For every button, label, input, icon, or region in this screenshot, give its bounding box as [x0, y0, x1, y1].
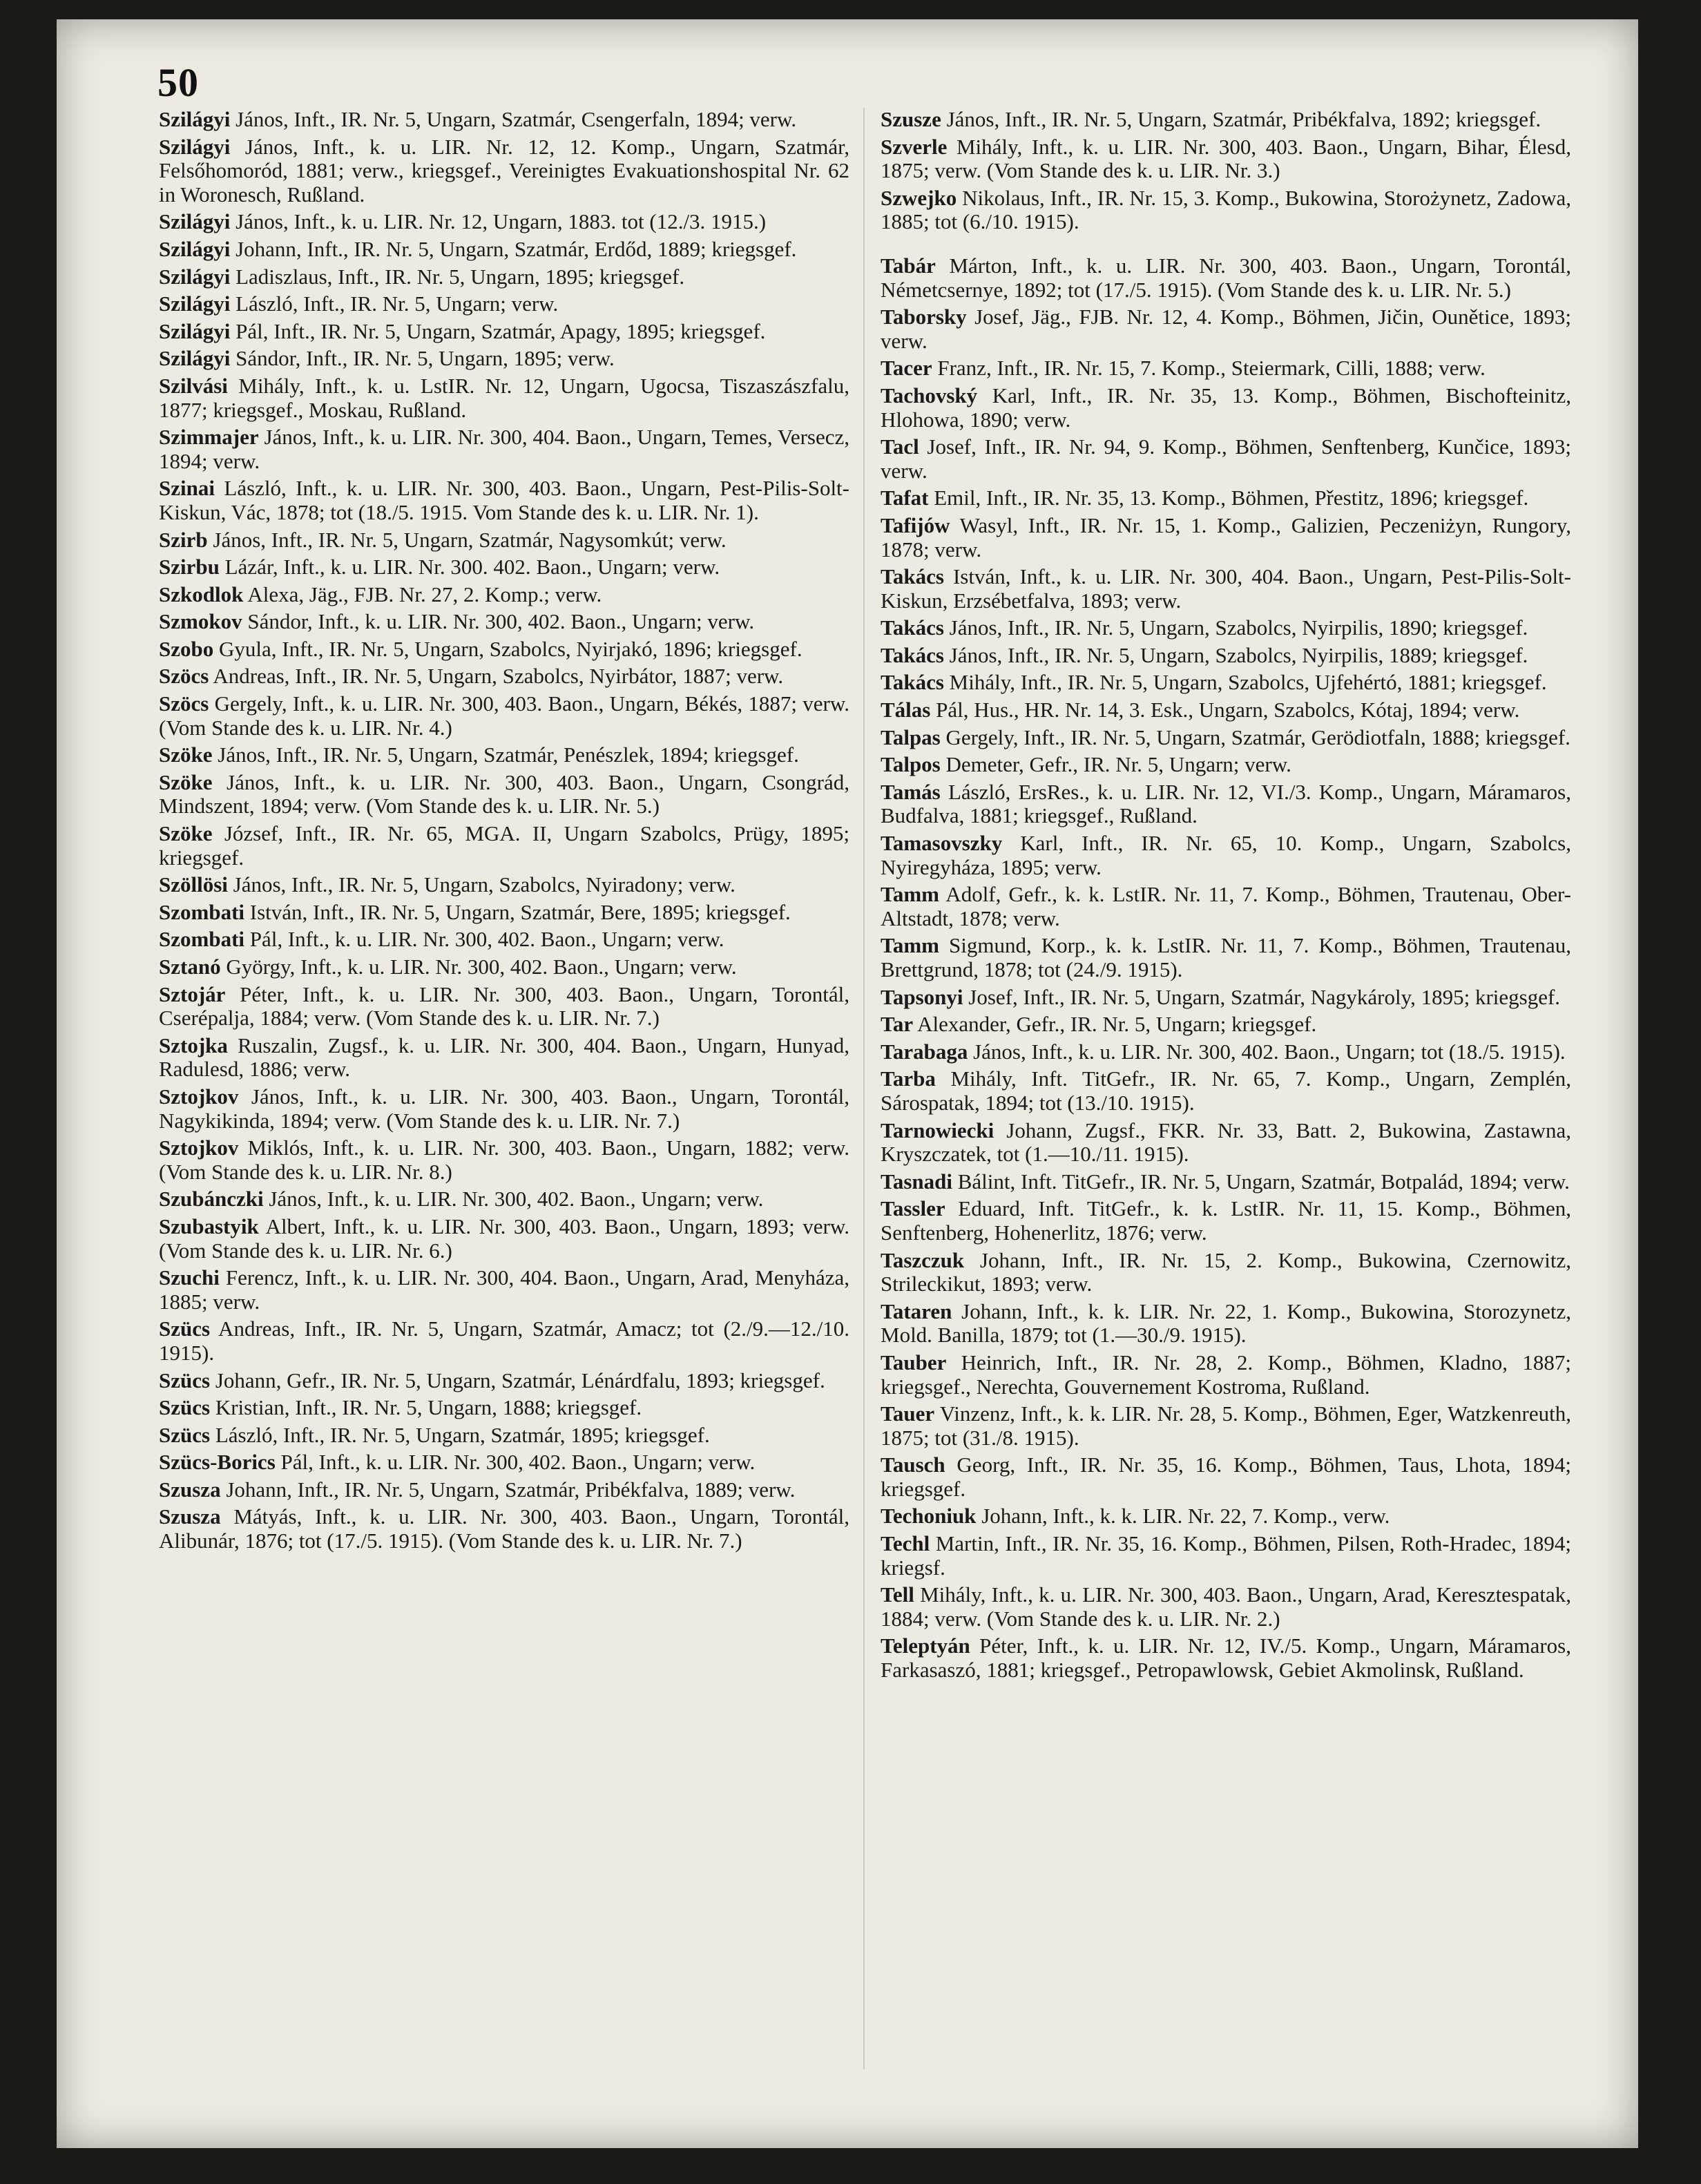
entry-surname: Szuchi	[159, 1265, 220, 1290]
entry-details: Alexander, Gefr., IR. Nr. 5, Ungarn; kriegsgef.	[913, 1012, 1317, 1037]
entry-surname: Tafijów	[881, 513, 950, 537]
entry-details: Sándor, Inft., IR. Nr. 5, Ungarn, 1895; verw.	[230, 346, 615, 371]
entry-details: László, ErsRes., k. u. LIR. Nr. 12, VI./3. Komp., Ungarn, Máramaros, Budfalva, 1881; kriegsgef., Rußland.	[881, 779, 1571, 828]
entry-details: Mihály, Inft., IR. Nr. 5, Ungarn, Szabolcs, Ujfehértó, 1881; kriegsgef.	[943, 670, 1547, 695]
list-entry	[159, 1317, 849, 1365]
list-entry	[881, 1504, 1571, 1529]
list-entry	[881, 1249, 1571, 1296]
list-entry	[881, 780, 1571, 828]
list-entry	[159, 743, 849, 767]
entry-details: Alexa, Jäg., FJB. Nr. 27, 2. Komp.; verw.	[243, 582, 602, 606]
list-entry	[881, 644, 1571, 668]
entry-details: László, Inft., IR. Nr. 5, Ungarn, Szatmár, 1895; kriegsgef.	[210, 1422, 710, 1447]
entry-surname: Szubánczki	[159, 1187, 264, 1211]
list-entry	[881, 1532, 1571, 1580]
entry-surname: Tell	[881, 1582, 914, 1607]
entry-surname: Tafat	[881, 486, 929, 510]
entry-surname: Szücs	[159, 1395, 211, 1420]
entry-details: Gergely, Inft., IR. Nr. 5, Ungarn, Szatmár, Gerödiotfaln, 1888; kriegsgef.	[940, 725, 1570, 749]
list-entry	[881, 1300, 1571, 1348]
list-entry	[159, 555, 849, 579]
entry-surname: Tacer	[881, 356, 932, 381]
entry-details: Gyula, Inft., IR. Nr. 5, Ungarn, Szabolcs, Nyirjakó, 1896; kriegsgef.	[213, 636, 803, 661]
list-entry	[881, 305, 1571, 353]
entry-surname: Tacl	[881, 434, 919, 459]
entry-surname: Tamás	[881, 779, 941, 804]
entry-details: János, Inft., IR. Nr. 5, Ungarn, Szatmár, Pribékfalva, 1892; kriegsgef.	[941, 107, 1541, 131]
entry-surname: Taborsky	[881, 305, 967, 329]
entry-surname: Talpos	[881, 752, 941, 777]
entry-details: Johann, Inft., IR. Nr. 5, Ungarn, Szatmár, Erdőd, 1889; kriegsgef.	[230, 236, 797, 261]
list-entry	[159, 425, 849, 473]
entry-surname: Szusza	[159, 1504, 221, 1529]
entry-surname: Szöke	[159, 821, 213, 846]
entry-details: László, Inft., IR. Nr. 5, Ungarn; verw.	[230, 291, 559, 316]
list-entry	[881, 883, 1571, 930]
entry-surname: Szöcs	[159, 691, 209, 716]
entry-surname: Szilágyi	[159, 236, 231, 261]
list-entry	[159, 928, 849, 952]
entry-surname: Szilágyi	[159, 209, 231, 234]
entry-surname: Szimmajer	[159, 425, 259, 450]
entry-surname: Tassler	[881, 1196, 945, 1221]
entry-surname: Szöke	[159, 769, 213, 794]
entry-surname: Szusze	[881, 107, 941, 131]
entry-surname: Teleptyán	[881, 1634, 970, 1658]
list-entry	[159, 1478, 849, 1502]
entry-details: Márton, Inft., k. u. LIR. Nr. 300, 403. Baon., Ungarn, Torontál, Németcsernye, 1892; tot (17./5. 1915). (Vom Stande des k. u. LIR. Nr. 5.)	[881, 253, 1571, 302]
list-entry	[159, 1396, 849, 1420]
entry-details: Bálint, Inft. TitGefr., IR. Nr. 5, Ungarn, Szatmár, Botpalád, 1894; verw.	[952, 1169, 1570, 1194]
entry-surname: Tarnowiecki	[881, 1118, 994, 1142]
list-entry	[159, 901, 849, 925]
entry-details: József, Inft., IR. Nr. 65, MGA. II, Ungarn Szabolcs, Prügy, 1895; kriegsgef.	[159, 821, 849, 870]
entry-surname: Tarba	[881, 1066, 936, 1091]
entry-surname: Szombati	[159, 899, 244, 924]
entry-details: János, Inft., IR. Nr. 5, Ungarn, Szatmár, Csengerfaln, 1894; verw.	[230, 107, 797, 131]
entry-details: Josef, Jäg., FJB. Nr. 12, 4. Komp., Böhmen, Jičin, Ounětice, 1893; verw.	[881, 305, 1571, 353]
list-entry	[881, 108, 1571, 132]
list-entry	[159, 583, 849, 607]
entry-surname: Szilágyi	[159, 134, 231, 159]
entry-details: Pál, Hus., HR. Nr. 14, 3. Esk., Ungarn, Szabolcs, Kótaj, 1894; verw.	[930, 698, 1520, 722]
entry-details: Johann, Inft., IR. Nr. 15, 2. Komp., Bukowina, Czernowitz, Strileckikut, 1893; verw.	[881, 1247, 1571, 1296]
entry-surname: Szücs	[159, 1368, 211, 1392]
entry-details: Mátyás, Inft., k. u. LIR. Nr. 300, 403. Baon., Ungarn, Torontál, Alibunár, 1876; tot (17./5. 1915). (Vom Stande des k. u. LIR. Nr. 7.)	[159, 1504, 849, 1553]
list-entry	[159, 692, 849, 740]
entry-surname: Tálas	[881, 698, 931, 722]
list-entry	[159, 1034, 849, 1082]
list-entry	[881, 486, 1571, 510]
list-entry	[881, 726, 1571, 750]
list-entry	[159, 1266, 849, 1314]
list-entry	[159, 238, 849, 262]
entry-details: Sigmund, Korp., k. k. LstIR. Nr. 11, 7. Komp., Böhmen, Trautenau, Brettgrund, 1878; tot (24./9. 1915).	[881, 933, 1571, 981]
entry-surname: Tamm	[881, 882, 939, 907]
list-entry	[881, 1583, 1571, 1631]
entry-surname: Takács	[881, 615, 944, 640]
entry-surname: Tausch	[881, 1453, 945, 1477]
entry-surname: Szilágyi	[159, 264, 231, 289]
entry-details: Mihály, Inft., k. u. LIR. Nr. 300, 403. Baon., Ungarn, Bihar, Élesd, 1875; verw. (Vom Stande des k. u. LIR. Nr. 3.)	[881, 134, 1571, 183]
list-entry	[159, 1085, 849, 1133]
entry-surname: Taszczuk	[881, 1247, 965, 1272]
entry-surname: Tataren	[881, 1299, 952, 1323]
entry-surname: Tachovský	[881, 383, 978, 408]
list-entry	[159, 528, 849, 553]
entry-surname: Tamasovszky	[881, 831, 1003, 856]
entry-details: János, Inft., IR. Nr. 5, Ungarn, Szabolcs, Nyiradony; verw.	[227, 872, 736, 897]
entry-details: Adolf, Gefr., k. k. LstIR. Nr. 11, 7. Komp., Böhmen, Trautenau, Ober-Altstadt, 1878; verw.	[881, 882, 1571, 930]
list-entry	[159, 265, 849, 289]
entry-surname: Szücs	[159, 1316, 211, 1341]
entry-surname: Tarabaga	[881, 1039, 968, 1064]
entry-details: Georg, Inft., IR. Nr. 35, 16. Komp., Böhmen, Taus, Lhota, 1894; kriegsgef.	[881, 1453, 1571, 1501]
entry-details: Mihály, Inft., k. u. LstIR. Nr. 12, Ungarn, Ugocsa, Tiszaszászfalu, 1877; kriegsgef., Moskau, Rußland.	[159, 373, 849, 422]
entry-surname: Sztojár	[159, 981, 226, 1006]
entry-surname: Sztojkov	[159, 1084, 239, 1109]
list-entry	[881, 1170, 1571, 1194]
right-column	[881, 108, 1571, 1686]
list-entry	[881, 1634, 1571, 1682]
entry-details: Péter, Inft., k. u. LIR. Nr. 300, 403. Baon., Ungarn, Torontál, Cserépalja, 1884; verw. (Vom Stande des k. u. LIR. Nr. 7.)	[159, 981, 849, 1031]
entry-surname: Tabár	[881, 253, 936, 278]
entry-details: János, Inft., IR. Nr. 5, Ungarn, Szatmár, Penészlek, 1894; kriegsgef.	[212, 743, 799, 767]
entry-details: Ferencz, Inft., k. u. LIR. Nr. 300, 404. Baon., Ungarn, Arad, Menyháza, 1885; verw.	[159, 1265, 849, 1314]
left-column	[159, 108, 849, 1557]
list-entry	[881, 1040, 1571, 1064]
list-entry	[159, 1369, 849, 1393]
entry-surname: Szmokov	[159, 609, 242, 634]
entry-details: János, Inft., IR. Nr. 5, Ungarn, Szabolcs, Nyirpilis, 1890; kriegsgef.	[943, 615, 1528, 640]
list-entry	[159, 108, 849, 132]
entry-details: Heinrich, Inft., IR. Nr. 28, 2. Komp., Böhmen, Kladno, 1887; kriegsgef., Nerechta, Gouvernement Kostroma, Rußland.	[881, 1350, 1571, 1399]
entry-surname: Techl	[881, 1531, 930, 1556]
list-entry	[159, 1136, 849, 1184]
entry-details: Kristian, Inft., IR. Nr. 5, Ungarn, 1888; kriegsgef.	[210, 1395, 642, 1420]
list-entry	[881, 1197, 1571, 1245]
entry-details: Albert, Inft., k. u. LIR. Nr. 300, 403. Baon., Ungarn, 1893; verw. (Vom Stande des k. u. LIR. Nr. 6.)	[159, 1214, 849, 1263]
entry-surname: Talpas	[881, 725, 941, 749]
entry-surname: Szombati	[159, 927, 244, 952]
entry-details: János, Inft., k. u. LIR. Nr. 12, 12. Komp., Ungarn, Szatmár, Felsőhomoród, 1881; verw., kriegsgef., Vereinigtes Evakuationshospital Nr. 62 in Woronesch, Rußland.	[159, 134, 849, 207]
list-entry	[881, 135, 1571, 183]
entry-surname: Szücs	[159, 1422, 211, 1447]
list-entry	[159, 292, 849, 316]
entry-details: Sándor, Inft., k. u. LIR. Nr. 300, 402. Baon., Ungarn; verw.	[242, 609, 755, 634]
entry-details: Ruszalin, Zugsf., k. u. LIR. Nr. 300, 404. Baon., Ungarn, Hunyad, Radulesd, 1886; verw.	[159, 1033, 849, 1082]
entry-details: Josef, Inft., IR. Nr. 5, Ungarn, Szatmár, Nagykároly, 1895; kriegsgef.	[963, 984, 1561, 1009]
entry-details: Emil, Inft., IR. Nr. 35, 13. Komp., Böhmen, Přestitz, 1896; kriegsgef.	[928, 486, 1529, 510]
entry-details: Pál, Inft., IR. Nr. 5, Ungarn, Szatmár, Apagy, 1895; kriegsgef.	[230, 318, 766, 343]
document-page	[57, 19, 1638, 2148]
entry-details: Andreas, Inft., IR. Nr. 5, Ungarn, Szatmár, Amacz; tot (2./9.—12./10. 1915).	[159, 1316, 849, 1365]
entry-surname: Tapsonyi	[881, 984, 963, 1009]
entry-surname: Szwejko	[881, 185, 957, 210]
list-entry	[881, 356, 1571, 381]
entry-details: Mihály, Inft. TitGefr., IR. Nr. 65, 7. Komp., Ungarn, Zemplén, Sárospatak, 1894; tot (13./10. 1915).	[881, 1066, 1571, 1115]
list-entry	[159, 822, 849, 870]
list-entry	[881, 565, 1571, 613]
list-entry	[881, 435, 1571, 483]
entry-details: István, Inft., IR. Nr. 5, Ungarn, Szatmár, Bere, 1895; kriegsgef.	[244, 899, 791, 924]
list-entry	[881, 1067, 1571, 1115]
list-entry	[159, 135, 849, 207]
entry-details: Andreas, Inft., IR. Nr. 5, Ungarn, Szabolcs, Nyirbátor, 1887; verw.	[209, 664, 784, 689]
list-entry	[881, 1402, 1571, 1450]
entry-surname: Techoniuk	[881, 1504, 977, 1529]
list-entry	[881, 753, 1571, 777]
entry-surname: Szirbu	[159, 555, 220, 579]
list-entry	[159, 1505, 849, 1553]
entry-surname: Takács	[881, 670, 944, 695]
entry-details: Ladiszlaus, Inft., IR. Nr. 5, Ungarn, 1895; kriegsgef.	[230, 264, 685, 289]
list-entry	[159, 347, 849, 371]
entry-surname: Szusza	[159, 1477, 221, 1502]
entry-details: Johann, Inft., IR. Nr. 5, Ungarn, Szatmár, Pribékfalva, 1889; verw.	[220, 1477, 796, 1502]
entry-details: János, Inft., k. u. LIR. Nr. 12, Ungarn, 1883. tot (12./3. 1915.)	[230, 209, 767, 234]
entry-surname: Szinai	[159, 476, 215, 501]
entry-details: Johann, Inft., k. k. LIR. Nr. 22, 1. Komp., Bukowina, Storozynetz, Mold. Banilla, 1879; tot (1.—30./9. 1915).	[881, 1299, 1571, 1348]
entry-surname: Tamm	[881, 933, 939, 958]
list-entry	[881, 832, 1571, 879]
list-entry	[881, 671, 1571, 695]
entry-surname: Szücs-Borics	[159, 1450, 276, 1475]
entry-details: Franz, Inft., IR. Nr. 15, 7. Komp., Steiermark, Cilli, 1888; verw.	[932, 356, 1486, 381]
entry-details: János, Inft., k. u. LIR. Nr. 300, 404. Baon., Ungarn, Temes, Versecz, 1894; verw.	[159, 425, 849, 473]
list-entry	[159, 320, 849, 344]
list-entry	[881, 1013, 1571, 1037]
entry-details: Johann, Zugsf., FKR. Nr. 33, Batt. 2, Bukowina, Zastawna, Kryszczatek, tot (1.—10./11. 1915).	[881, 1118, 1571, 1167]
column-divider	[863, 108, 865, 2069]
list-entry	[159, 1215, 849, 1263]
list-entry	[159, 1187, 849, 1211]
list-entry	[881, 698, 1571, 722]
entry-surname: Sztojka	[159, 1033, 228, 1057]
entry-details: Miklós, Inft., k. u. LIR. Nr. 300, 403. Baon., Ungarn, 1882; verw. (Vom Stande des k. u. LIR. Nr. 8.)	[159, 1136, 849, 1184]
list-entry	[159, 610, 849, 634]
entry-surname: Szöllösi	[159, 872, 228, 897]
entry-surname: Tauber	[881, 1350, 947, 1374]
entry-surname: Szverle	[881, 134, 948, 159]
list-entry	[881, 254, 1571, 302]
list-entry	[881, 934, 1571, 981]
entry-details: Johann, Inft., k. k. LIR. Nr. 22, 7. Komp., verw.	[976, 1504, 1390, 1529]
entry-surname: Szirb	[159, 527, 208, 552]
list-entry	[881, 186, 1571, 234]
entry-details: János, Inft., k. u. LIR. Nr. 300, 403. Baon., Ungarn, Torontál, Nagykikinda, 1894; verw. (Vom Stande des k. u. LIR. Nr. 7.)	[159, 1084, 849, 1133]
entry-details: Péter, Inft., k. u. LIR. Nr. 12, IV./5. Komp., Ungarn, Máramaros, Farkasaszó, 1881; kriegsgef., Petropawlowsk, Gebiet Akmolinsk, Rußland.	[881, 1634, 1571, 1683]
entry-surname: Tauer	[881, 1401, 935, 1426]
entry-surname: Szöcs	[159, 664, 209, 689]
list-entry	[881, 616, 1571, 640]
list-entry	[159, 1424, 849, 1448]
list-entry	[159, 955, 849, 979]
entry-surname: Tasnadi	[881, 1169, 952, 1194]
entry-details: László, Inft., k. u. LIR. Nr. 300, 403. Baon., Ungarn, Pest-Pilis-Solt-Kiskun, Vác, 1878; tot (18./5. 1915. Vom Stande des k. u. LIR. Nr. 1).	[159, 476, 849, 524]
entry-surname: Szubastyik	[159, 1214, 259, 1238]
entry-surname: Tar	[881, 1012, 914, 1037]
entry-surname: Szilágyi	[159, 107, 231, 131]
list-entry	[881, 514, 1571, 562]
entry-surname: Takács	[881, 564, 944, 589]
list-entry	[159, 664, 849, 689]
entry-details: János, Inft., IR. Nr. 5, Ungarn, Szabolcs, Nyirpilis, 1889; kriegsgef.	[943, 642, 1528, 667]
entry-surname: Takács	[881, 642, 944, 667]
entry-details: Johann, Gefr., IR. Nr. 5, Ungarn, Szatmár, Lénárdfalu, 1893; kriegsgef.	[210, 1368, 825, 1392]
entry-details: János, Inft., k. u. LIR. Nr. 300, 402. Baon., Ungarn; tot (18./5. 1915).	[968, 1039, 1566, 1064]
entry-details: Gergely, Inft., k. u. LIR. Nr. 300, 403. Baon., Ungarn, Békés, 1887; verw. (Vom Stande des k. u. LIR. Nr. 4.)	[159, 691, 849, 740]
list-entry	[159, 983, 849, 1031]
entry-surname: Sztanó	[159, 955, 221, 979]
entry-details: Lázár, Inft., k. u. LIR. Nr. 300. 402. Baon., Ungarn; verw.	[219, 555, 720, 579]
list-entry	[159, 873, 849, 897]
entry-surname: Szkodlok	[159, 582, 244, 606]
list-entry	[159, 210, 849, 234]
entry-details: Nikolaus, Inft., IR. Nr. 15, 3. Komp., Bukowina, Storożynetz, Zadowa, 1885; tot (6./10. 1915).	[881, 185, 1571, 234]
page-number: 50	[157, 60, 199, 105]
entry-details: Karl, Inft., IR. Nr. 35, 13. Komp., Böhmen, Bischofteinitz, Hlohowa, 1890; verw.	[881, 383, 1571, 432]
entry-details: Pál, Inft., k. u. LIR. Nr. 300, 402. Baon., Ungarn; verw.	[244, 927, 724, 952]
entry-details: János, Inft., k. u. LIR. Nr. 300, 403. Baon., Ungarn, Csongrád, Mindszent, 1894; verw. (Vom Stande des k. u. LIR. Nr. 5.)	[159, 769, 849, 818]
entry-details: János, Inft., k. u. LIR. Nr. 300, 402. Baon., Ungarn; verw.	[263, 1187, 764, 1211]
entry-details: Eduard, Inft. TitGefr., k. k. LstIR. Nr. 11, 15. Komp., Böhmen, Senftenberg, Hohenerlitz, 1876; verw.	[881, 1196, 1571, 1245]
entry-details: Karl, Inft., IR. Nr. 65, 10. Komp., Ungarn, Szabolcs, Nyiregyháza, 1895; verw.	[881, 831, 1571, 879]
entry-details: Martin, Inft., IR. Nr. 35, 16. Komp., Böhmen, Pilsen, Roth-Hradec, 1894; kriegsf.	[881, 1531, 1571, 1580]
list-entry	[881, 1119, 1571, 1167]
list-entry	[159, 638, 849, 662]
list-entry	[159, 477, 849, 524]
list-entry	[159, 374, 849, 422]
entry-details: Demeter, Gefr., IR. Nr. 5, Ungarn; verw.	[940, 752, 1291, 777]
list-entry	[159, 771, 849, 818]
entry-details: Pál, Inft., k. u. LIR. Nr. 300, 402. Baon., Ungarn; verw.	[275, 1450, 756, 1475]
entry-surname: Szilágyi	[159, 318, 231, 343]
entry-details: István, Inft., k. u. LIR. Nr. 300, 404. Baon., Ungarn, Pest-Pilis-Solt-Kiskun, Erzsébetfalva, 1893; verw.	[881, 564, 1571, 613]
list-entry	[881, 1453, 1571, 1501]
entry-surname: Szobo	[159, 636, 214, 661]
entry-details: Mihály, Inft., k. u. LIR. Nr. 300, 403. Baon., Ungarn, Arad, Keresztespatak, 1884; verw. (Vom Stande des k. u. LIR. Nr. 2.)	[881, 1582, 1571, 1631]
entry-details: Wasyl, Inft., IR. Nr. 15, 1. Komp., Galizien, Peczeniżyn, Rungory, 1878; verw.	[881, 513, 1571, 562]
list-entry	[881, 1351, 1571, 1399]
entry-details: Josef, Inft., IR. Nr. 94, 9. Komp., Böhmen, Senftenberg, Kunčice, 1893; verw.	[881, 434, 1571, 483]
entry-details: Vinzenz, Inft., k. k. LIR. Nr. 28, 5. Komp., Böhmen, Eger, Watzkenreuth, 1875; tot (31./8. 1915).	[881, 1401, 1571, 1450]
list-entry	[159, 1450, 849, 1475]
section-gap	[881, 238, 1571, 254]
list-entry	[881, 384, 1571, 432]
entry-surname: Sztojkov	[159, 1136, 239, 1160]
entry-surname: Szilágyi	[159, 291, 231, 316]
list-entry	[881, 986, 1571, 1010]
entry-details: György, Inft., k. u. LIR. Nr. 300, 402. Baon., Ungarn; verw.	[220, 955, 737, 979]
entry-surname: Szilágyi	[159, 346, 231, 371]
entry-surname: Szilvási	[159, 373, 228, 398]
entry-details: János, Inft., IR. Nr. 5, Ungarn, Szatmár, Nagysomkút; verw.	[207, 527, 727, 552]
entry-surname: Szöke	[159, 743, 213, 767]
